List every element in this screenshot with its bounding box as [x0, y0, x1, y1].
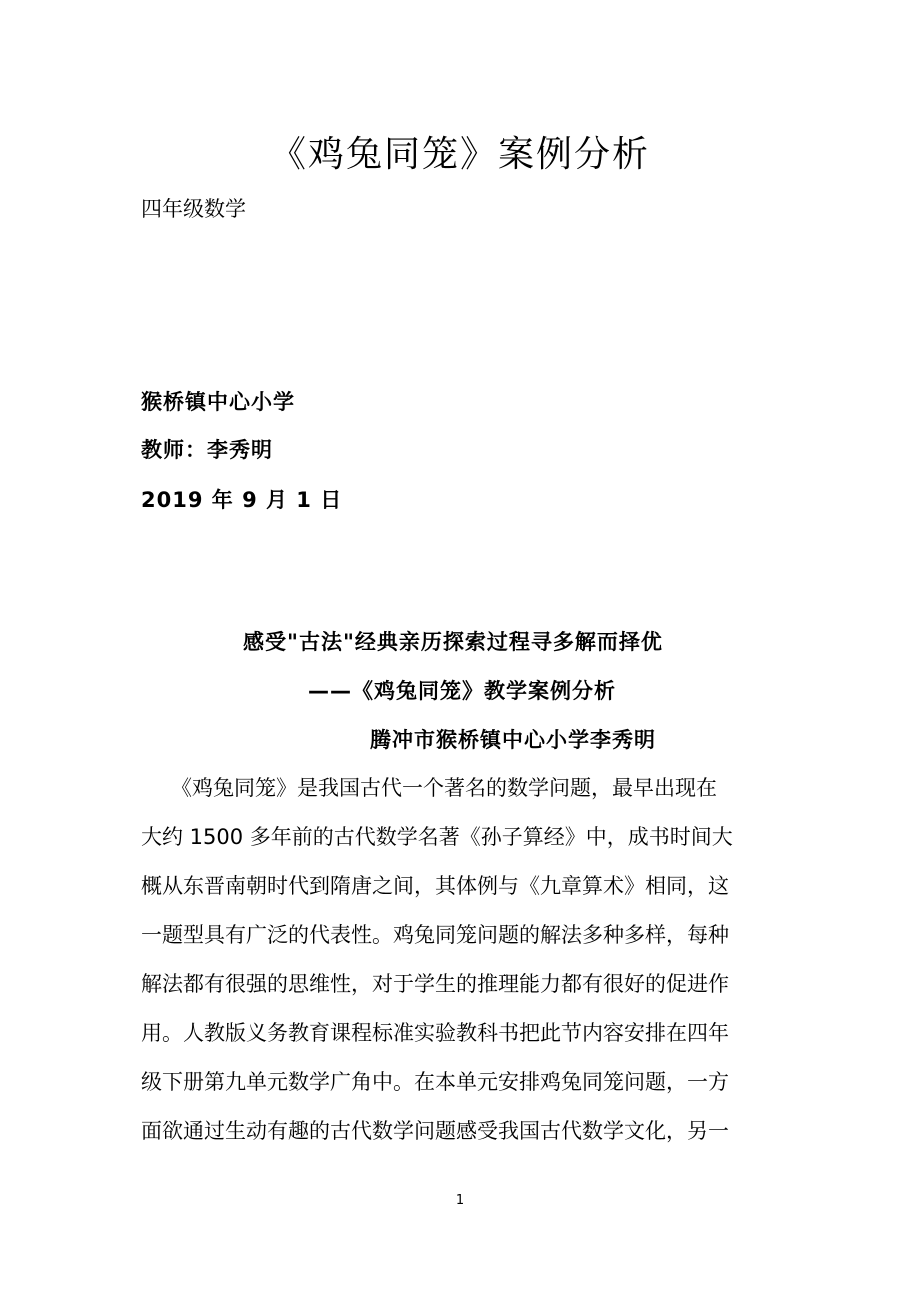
- body-line: 解法都有很强的思维性，对于学生的推理能力都有很好的促进作: [141, 972, 729, 996]
- body-line: 大约 1500 多年前的古代数学名著《孙子算经》中，成书时间大: [141, 825, 733, 849]
- body-line: 《鸡兔同笼》是我国古代一个著名的数学问题，最早出现在: [171, 776, 717, 800]
- body-line: 用。人教版义务教育课程标准实验教科书把此节内容安排在四年: [141, 1021, 729, 1045]
- article-heading: 感受"古法"经典亲历探索过程寻多解而择优: [243, 630, 663, 654]
- subject-label: 四年级数学: [141, 197, 246, 221]
- school-name: 猴桥镇中心小学: [141, 390, 295, 414]
- page-number: 1: [455, 1193, 465, 1208]
- body-line: 面欲通过生动有趣的古代数学问题感受我国古代数学文化，另一: [141, 1119, 729, 1143]
- teacher-name: 教师：李秀明: [141, 438, 273, 462]
- body-line: 级下册第九单元数学广角中。在本单元安排鸡兔同笼问题，一方: [141, 1070, 729, 1094]
- body-line: 概从东晋南朝时代到隋唐之间，其体例与《九章算术》相同，这: [141, 874, 729, 898]
- article-subheading: ——《鸡兔同笼》教学案例分析: [308, 679, 616, 703]
- document-date: 2019 年 9 月 1 日: [141, 488, 343, 512]
- body-line: 一题型具有广泛的代表性。鸡兔同笼问题的解法多种多样，每种: [141, 923, 729, 947]
- document-title: 《鸡兔同笼》案例分析: [269, 134, 650, 175]
- article-author: 腾冲市猴桥镇中心小学李秀明: [370, 728, 656, 752]
